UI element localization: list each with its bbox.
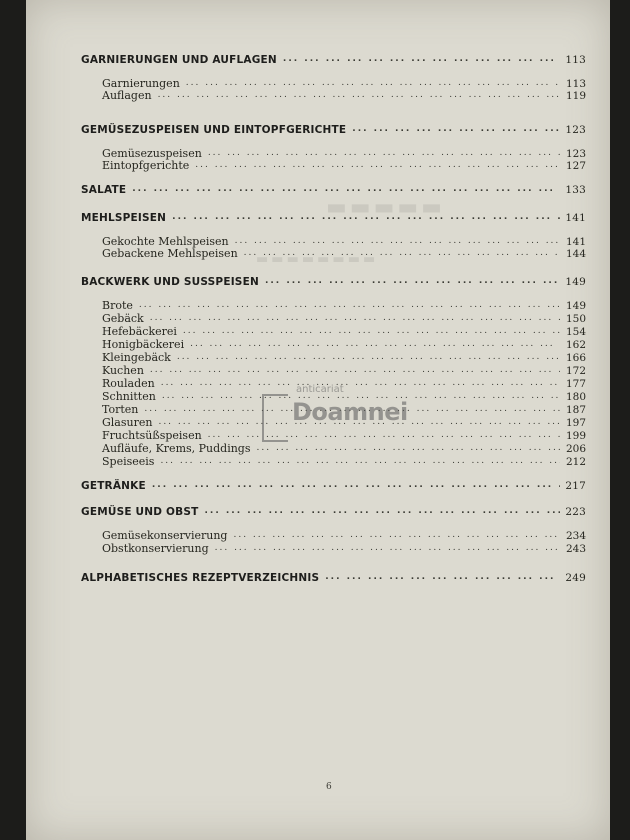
toc-entry [102, 158, 586, 172]
toc-entry-title: Brote [102, 299, 133, 312]
toc-entry [102, 88, 586, 102]
toc-leader-dots [177, 350, 560, 364]
show-through-text: ▬▬▬▬▬ [326, 195, 445, 220]
toc-entry-title: Torten [102, 403, 139, 416]
toc-entry [102, 337, 586, 351]
toc-section-page: 223 [565, 506, 586, 518]
toc-entry-title: Auflagen [102, 89, 152, 102]
toc-entry-title: Gebackene Mehlspeisen [102, 247, 238, 260]
toc-entry-title: Obstkonservierung [102, 542, 209, 555]
toc-entry-page: 243 [565, 543, 586, 555]
toc-entry-title: Gemüsekonservierung [102, 529, 228, 542]
toc-section-page: 149 [565, 276, 586, 288]
toc-entry-page: 206 [565, 443, 586, 455]
toc-entry-title: Gebäck [102, 312, 144, 325]
toc-entry-page: 150 [565, 313, 586, 325]
toc-entry-title: Kleingebäck [102, 351, 171, 364]
toc-entry-page: 234 [565, 530, 586, 542]
toc-entry-page: 113 [565, 78, 586, 90]
toc-leader-dots [265, 274, 560, 288]
toc-section [81, 206, 586, 224]
page-number: 6 [326, 782, 332, 792]
toc-entry-title: Kuchen [102, 364, 144, 377]
toc-entry-title: Glasuren [102, 416, 153, 429]
watermark-name: Doamnei [292, 398, 408, 426]
toc-entry-page: 149 [565, 300, 586, 312]
toc-section-title: GEMÜSE UND OBST [81, 506, 199, 518]
toc-section [81, 118, 586, 136]
toc-section [81, 178, 586, 196]
toc-entry-title: Gemüsezuspeisen [102, 147, 202, 160]
toc-entry-page: 180 [565, 391, 586, 403]
toc-entry [102, 246, 586, 260]
watermark [262, 384, 412, 452]
toc-entry-page: 123 [565, 148, 586, 160]
toc-leader-dots [233, 528, 560, 542]
toc-entry-title: Garnierungen [102, 77, 180, 90]
toc-entry-page: 141 [565, 236, 586, 248]
toc-section [81, 500, 586, 518]
toc-section-title: BACKWERK UND SUSSPEISEN [81, 276, 259, 288]
toc-section [81, 566, 586, 584]
toc-leader-dots [183, 324, 560, 338]
toc-entry-page: 177 [565, 378, 586, 390]
toc-entry-page: 197 [565, 417, 586, 429]
toc-entry [102, 454, 586, 468]
toc-entry [102, 541, 586, 555]
toc-entry-title: Fruchtsüßspeisen [102, 429, 202, 442]
toc-section-page: 123 [565, 124, 586, 136]
toc-leader-dots [172, 210, 560, 224]
toc-leader-dots [195, 158, 560, 172]
toc-section-title: SALATE [81, 184, 127, 196]
toc-entry-title: Speiseeis [102, 455, 155, 468]
watermark-small-text: anticariat [296, 384, 344, 395]
toc-entry [102, 298, 586, 312]
toc-entry-title: Rouladen [102, 377, 155, 390]
toc-leader-dots [205, 504, 561, 518]
toc-section-title: ALPHABETISCHES REZEPTVERZEICHNIS [81, 572, 320, 584]
toc-entry-title: Aufläufe, Krems, Puddings [102, 442, 251, 455]
toc-entry [102, 311, 586, 325]
toc-section-title: GEMÜSEZUSPEISEN UND EINTOPFGERICHTE [81, 124, 347, 136]
toc-entry-page: 127 [565, 160, 586, 172]
toc-section [81, 48, 586, 66]
toc-leader-dots [244, 246, 560, 260]
toc-leader-dots [139, 298, 560, 312]
toc-section-title: MEHLSPEISEN [81, 212, 167, 224]
toc-entry-title: Schnitten [102, 390, 156, 403]
toc-entry-page: 199 [565, 430, 586, 442]
toc-leader-dots [283, 52, 560, 66]
toc-entry-page: 154 [565, 326, 586, 338]
toc-leader-dots [158, 88, 560, 102]
toc-entry-page: 172 [565, 365, 586, 377]
toc-leader-dots [190, 337, 560, 351]
toc-entry-page: 166 [565, 352, 586, 364]
toc-entry-page: 212 [565, 456, 586, 468]
toc-leader-dots [215, 541, 560, 555]
toc-entry-page: 187 [565, 404, 586, 416]
book-page [26, 0, 610, 840]
toc-entry [102, 324, 586, 338]
toc-entry-title: Eintopfgerichte [102, 159, 190, 172]
toc-leader-dots [160, 454, 560, 468]
toc-entry-title: Honigbäckerei [102, 338, 185, 351]
toc-entry-page: 144 [565, 248, 586, 260]
toc-section-title: GARNIERUNGEN UND AUFLAGEN [81, 54, 277, 66]
toc-section [81, 270, 586, 288]
toc-section-page: 133 [565, 184, 586, 196]
toc-section-page: 113 [565, 54, 586, 66]
toc-entry-title: Gekochte Mehlspeisen [102, 235, 229, 248]
toc-entry-title: Hefebäckerei [102, 325, 177, 338]
toc-entry [102, 350, 586, 364]
toc-section [81, 474, 586, 492]
toc-leader-dots [152, 478, 560, 492]
watermark-bracket [262, 394, 288, 442]
show-through-text: ▬▬▬▬▬▬▬▬ [256, 252, 379, 267]
toc-leader-dots [132, 182, 560, 196]
toc-section-page: 217 [565, 480, 586, 492]
toc-entry-page: 162 [565, 339, 586, 351]
toc-entry [102, 363, 586, 377]
toc-leader-dots [325, 570, 560, 584]
toc-leader-dots [352, 122, 560, 136]
toc-leader-dots [150, 363, 560, 377]
toc-section-title: GETRÄNKE [81, 480, 146, 492]
toc-entry [102, 528, 586, 542]
toc-leader-dots [150, 311, 560, 325]
toc-entry-page: 119 [565, 90, 586, 102]
toc-section-page: 141 [565, 212, 586, 224]
toc-section-page: 249 [565, 572, 586, 584]
